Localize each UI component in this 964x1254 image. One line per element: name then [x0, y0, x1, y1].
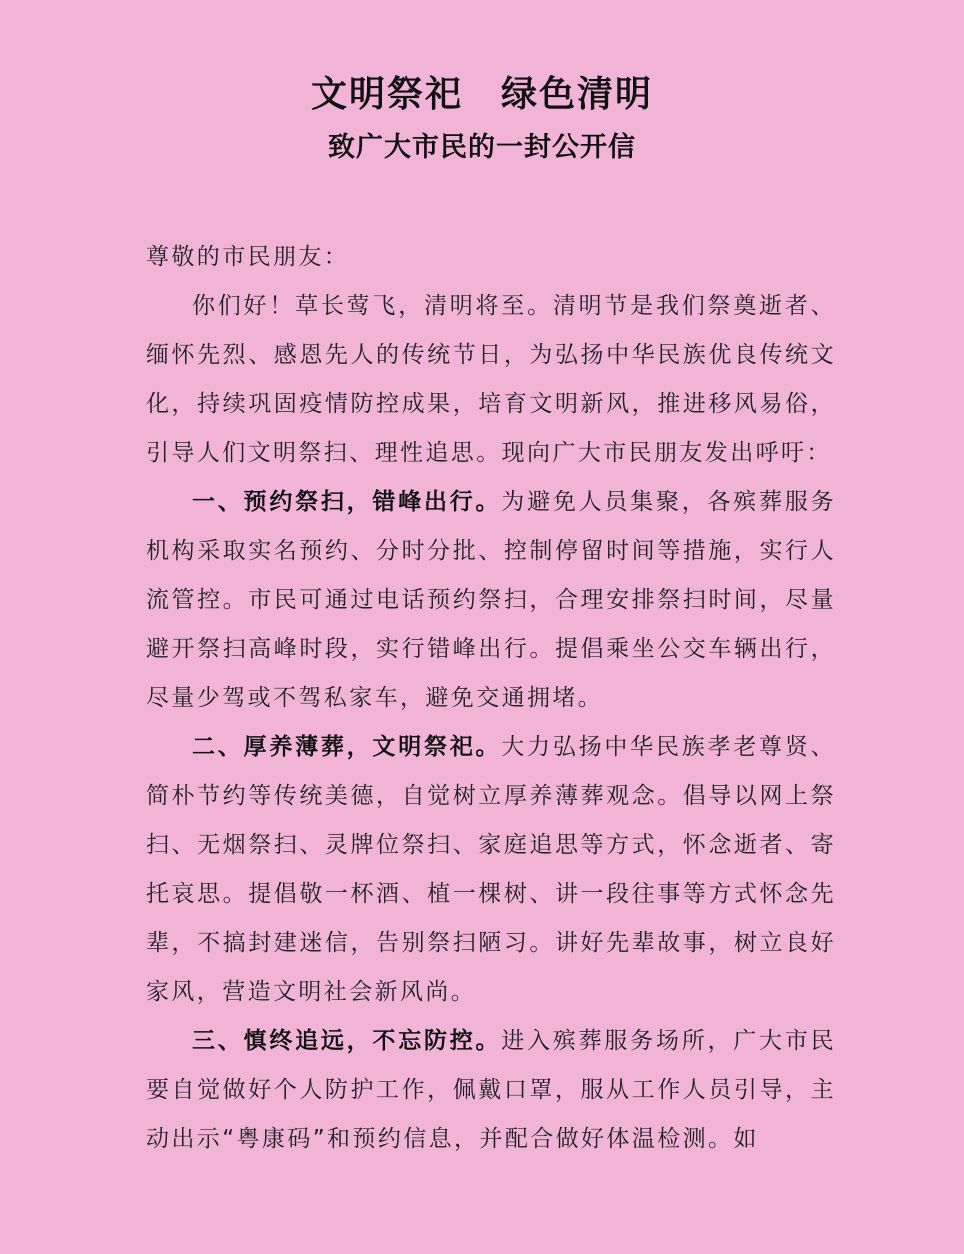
letter-body: [146, 233, 836, 1164]
section-paragraph-3: [146, 1017, 836, 1164]
section-text-2: 大力弘扬中华民族孝老尊贤、简朴节约等传统美德，自觉树立厚养薄葬观念。倡导以网上祭扫、无烟祭扫、灵牌位祭扫、家庭追思等方式，怀念逝者、寄托哀思。提倡敬一杯酒、植一棵树、讲一段往事等方式怀念先辈，不搞封建迷信，告别祭扫陋习。讲好先辈故事，树立良好家风，营造文明社会新风尚。: [146, 734, 836, 1005]
intro-paragraph: 你们好！草长莺飞，清明将至。清明节是我们祭奠逝者、缅怀先烈、感恩先人的传统节日，为弘扬中华民族优良传统文化，持续巩固疫情防控成果，培育文明新风，推进移风易俗，引导人们文明祭扫、理性追思。现向广大市民朋友发出呼吁：: [146, 293, 836, 466]
letter-subtitle: 致广大市民的一封公开信: [328, 132, 636, 163]
section-text-1: 为避免人员集聚，各殡葬服务机构采取实名预约、分时分批、控制停留时间等措施，实行人流管控。市民可通过电话预约祭扫，合理安排祭扫时间，尽量避开祭扫高峰时段，实行错峰出行。提倡乘坐公交车辆出行，尽量少驾或不驾私家车，避免交通拥堵。: [146, 489, 836, 711]
section-paragraph-1: [146, 478, 836, 723]
section-heading-3: 三、慎终追远，不忘防控。: [192, 1028, 502, 1054]
section-paragraph-2: [146, 723, 836, 1017]
section-heading-2: 二、厚养薄葬，文明祭祀。: [192, 734, 502, 760]
salutation: 尊敬的市民朋友：: [146, 244, 350, 270]
letter-title: 文明祭祀 绿色清明: [310, 73, 653, 115]
section-text-3: 进入殡葬服务场所，广大市民要自觉做好个人防护工作，佩戴口罩，服从工作人员引导，主动出示“粤康码”和预约信息，并配合做好体温检测。如: [146, 1028, 836, 1152]
section-heading-1: 一、预约祭扫，错峰出行。: [192, 489, 502, 515]
